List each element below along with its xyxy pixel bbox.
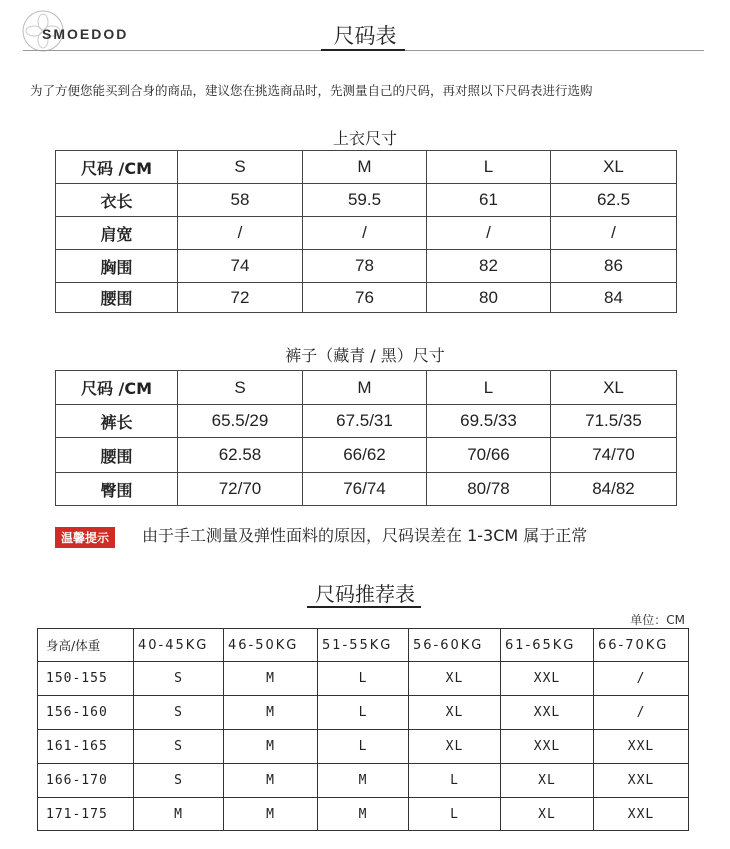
row-label: 腰围 <box>56 438 178 473</box>
table-row <box>56 184 677 217</box>
pants-size-title: 裤子（藏青 / 黑）尺寸 <box>285 346 445 365</box>
header-cell: 56-60KG <box>409 629 501 662</box>
header-cell: 61-65KG <box>501 629 594 662</box>
row-label: 胸围 <box>56 250 178 283</box>
table-cell: M <box>318 764 409 798</box>
table-cell: 62.5 <box>551 184 677 217</box>
header-cell: L <box>427 371 551 405</box>
table-cell: 76 <box>303 283 427 313</box>
table-cell: / <box>178 217 303 250</box>
table-header-row <box>38 629 689 662</box>
table-cell: L <box>318 696 409 730</box>
table-cell: 58 <box>178 184 303 217</box>
row-label: 156-160 <box>38 696 134 730</box>
table-cell: / <box>594 662 689 696</box>
row-label: 臀围 <box>56 473 178 506</box>
row-label: 裤长 <box>56 405 178 438</box>
table-cell: 66/62 <box>303 438 427 473</box>
title-underline <box>321 49 405 51</box>
table-header-row <box>56 151 677 184</box>
header-cell: S <box>178 371 303 405</box>
table-cell: 61 <box>427 184 551 217</box>
table-cell: 65.5/29 <box>178 405 303 438</box>
table-cell: / <box>594 696 689 730</box>
table-cell: 59.5 <box>303 184 427 217</box>
table-cell: XXL <box>594 764 689 798</box>
table-header-row <box>56 371 677 405</box>
table-row <box>38 662 689 696</box>
table-cell: XL <box>409 696 501 730</box>
row-label: 肩宽 <box>56 217 178 250</box>
table-cell: XL <box>409 730 501 764</box>
header-cell: 51-55KG <box>318 629 409 662</box>
table-cell: L <box>318 662 409 696</box>
table-row <box>38 764 689 798</box>
table-cell: 80/78 <box>427 473 551 506</box>
row-label: 171-175 <box>38 798 134 831</box>
table-cell: L <box>409 798 501 831</box>
table-cell: 62.58 <box>178 438 303 473</box>
top-size-title: 上衣尺寸 <box>332 129 397 148</box>
table-cell: XL <box>501 764 594 798</box>
table-cell: 80 <box>427 283 551 313</box>
tip-badge: 温馨提示 <box>55 527 115 548</box>
table-cell: / <box>303 217 427 250</box>
table-cell: XL <box>501 798 594 831</box>
table-cell: 84/82 <box>551 473 677 506</box>
table-row <box>56 217 677 250</box>
table-cell: S <box>134 696 224 730</box>
header-cell: XL <box>551 371 677 405</box>
table-cell: XXL <box>594 798 689 831</box>
row-label: 166-170 <box>38 764 134 798</box>
table-cell: M <box>224 662 318 696</box>
table-cell: / <box>551 217 677 250</box>
table-cell: S <box>134 662 224 696</box>
table-row <box>56 405 677 438</box>
recommend-title: 尺码推荐表 <box>315 582 415 606</box>
table-cell: M <box>318 798 409 831</box>
table-cell: XXL <box>501 662 594 696</box>
table-cell: M <box>224 730 318 764</box>
table-row <box>56 438 677 473</box>
header-cell: 身高/体重 <box>38 629 134 662</box>
row-label: 150-155 <box>38 662 134 696</box>
row-label: 腰围 <box>56 283 178 313</box>
table-cell: / <box>427 217 551 250</box>
table-cell: 82 <box>427 250 551 283</box>
table-cell: 84 <box>551 283 677 313</box>
table-row <box>38 798 689 831</box>
tip-text: 由于手工测量及弹性面料的原因，尺码误差在 1-3CM 属于正常 <box>142 526 588 545</box>
pants-size-table <box>55 370 677 506</box>
header-cell: 尺码 /CM <box>56 371 178 405</box>
table-cell: 74/70 <box>551 438 677 473</box>
table-cell: 70/66 <box>427 438 551 473</box>
table-row <box>56 473 677 506</box>
row-label: 161-165 <box>38 730 134 764</box>
table-cell: XXL <box>501 696 594 730</box>
table-cell: 86 <box>551 250 677 283</box>
table-cell: XXL <box>501 730 594 764</box>
header-cell: 66-70KG <box>594 629 689 662</box>
table-cell: L <box>318 730 409 764</box>
header-cell: XL <box>551 151 677 184</box>
table-cell: XL <box>409 662 501 696</box>
table-cell: 67.5/31 <box>303 405 427 438</box>
table-cell: 76/74 <box>303 473 427 506</box>
header-cell: 46-50KG <box>224 629 318 662</box>
table-cell: M <box>134 798 224 831</box>
header-cell: S <box>178 151 303 184</box>
header-cell: M <box>303 371 427 405</box>
table-cell: 78 <box>303 250 427 283</box>
recommend-title-underline <box>307 606 421 608</box>
table-cell: S <box>134 730 224 764</box>
header-cell: M <box>303 151 427 184</box>
table-cell: S <box>134 764 224 798</box>
table-row <box>38 730 689 764</box>
table-cell: L <box>409 764 501 798</box>
table-row <box>56 283 677 313</box>
table-cell: 69.5/33 <box>427 405 551 438</box>
table-cell: 71.5/35 <box>551 405 677 438</box>
table-cell: M <box>224 696 318 730</box>
top-size-table <box>55 150 677 313</box>
table-row <box>38 696 689 730</box>
table-cell: 74 <box>178 250 303 283</box>
table-row <box>56 250 677 283</box>
brand-name: SMOEDOD <box>42 26 129 42</box>
header-cell: 尺码 /CM <box>56 151 178 184</box>
table-cell: 72/70 <box>178 473 303 506</box>
table-cell: XXL <box>594 730 689 764</box>
page-title: 尺码表 <box>333 24 397 48</box>
recommend-table <box>37 628 689 831</box>
header-cell: 40-45KG <box>134 629 224 662</box>
row-label: 衣长 <box>56 184 178 217</box>
intro-text: 为了方便您能买到合身的商品，建议您在挑选商品时，先测量自己的尺码，再对照以下尺码表进行选购 <box>30 83 593 98</box>
unit-label: 单位：CM <box>630 613 685 627</box>
table-cell: M <box>224 764 318 798</box>
table-cell: M <box>224 798 318 831</box>
table-cell: 72 <box>178 283 303 313</box>
header-cell: L <box>427 151 551 184</box>
